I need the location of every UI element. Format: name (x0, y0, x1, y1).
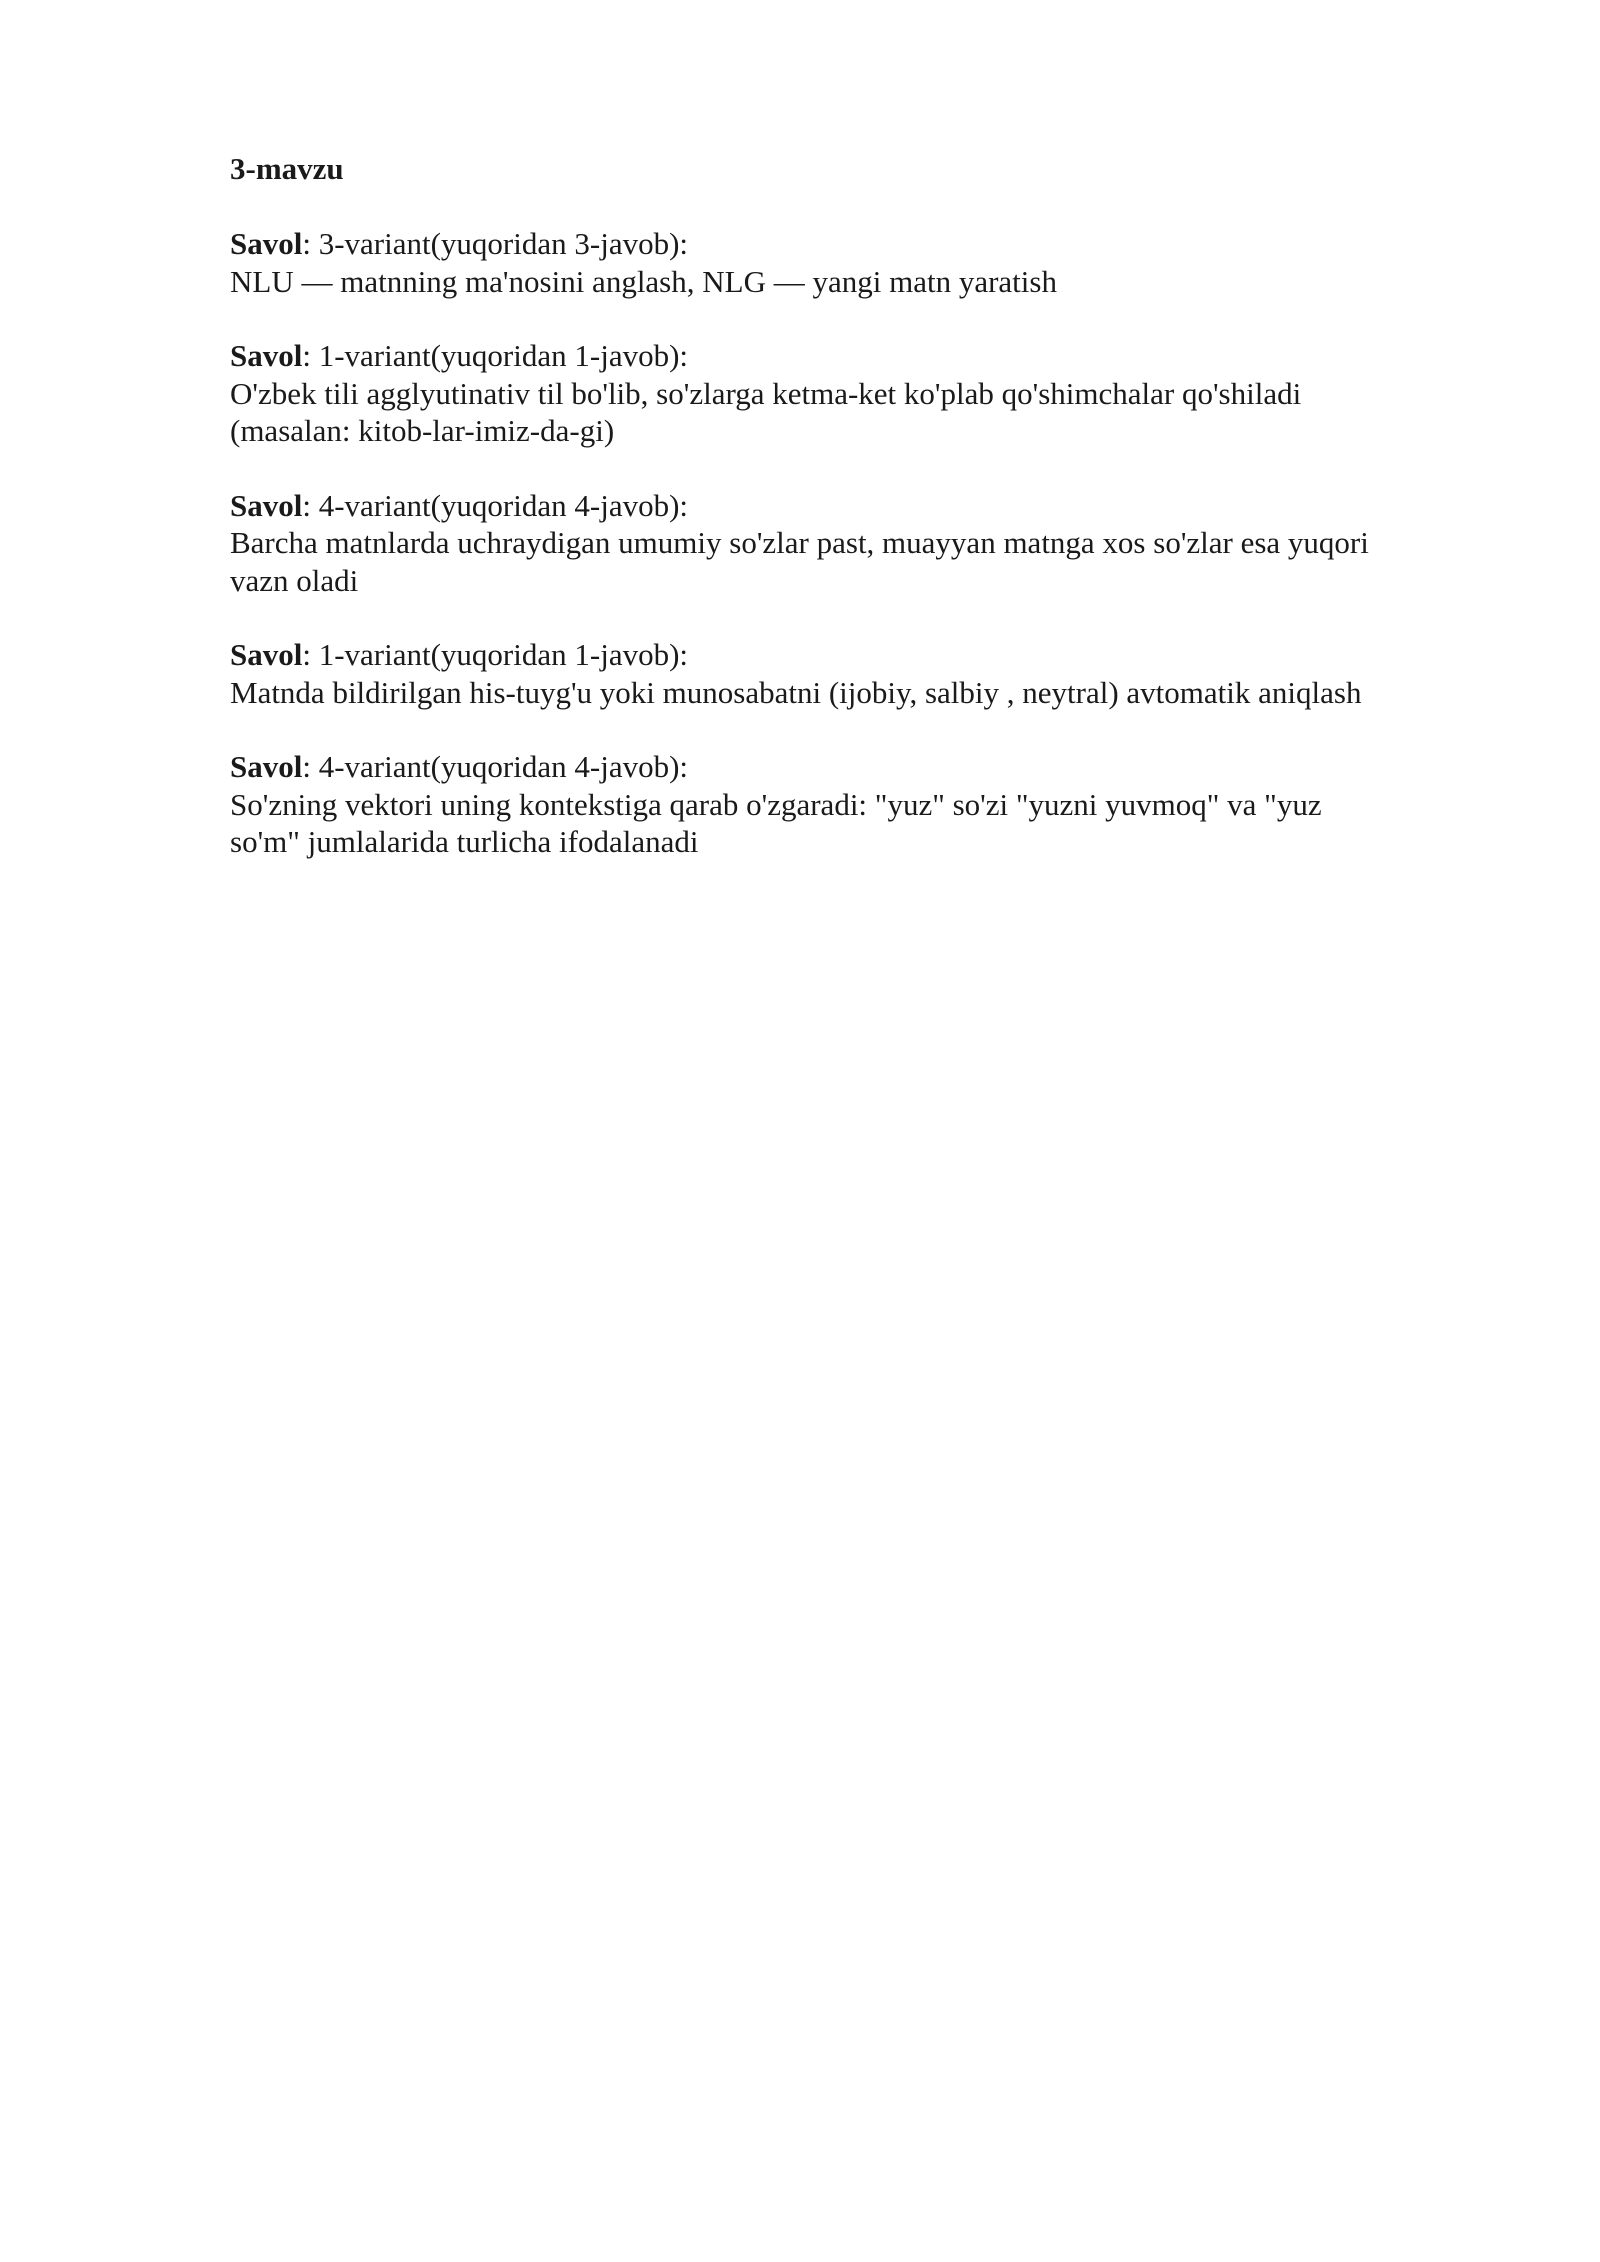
answer-text: Barcha matnlarda uchraydigan umumiy so'zlar past, muayyan matnga xos so'zlar esa yuqori vazn oladi (230, 525, 1369, 598)
question-line (230, 225, 1380, 263)
question-block (230, 337, 1380, 450)
question-label: Savol (230, 749, 303, 784)
question-block (230, 748, 1380, 861)
question-variant: : 3-variant(yuqoridan 3-javob): (302, 226, 689, 261)
answer-text: O'zbek tili agglyutinativ til bo'lib, so'zlarga ketma-ket ko'plab qo'shimchalar qo'shiladi (masalan: kitob-lar-imiz-da-gi) (230, 375, 1302, 448)
question-variant: : 1-variant(yuqoridan 1-javob): (302, 637, 689, 672)
question-line (230, 487, 1380, 525)
answer-text: So'zning vektori uning kontekstiga qarab o'zgaradi: "yuz" so'zi "yuzni yuvmoq" va "yuz so'm" jumlalarida turlicha ifodalanadi (230, 786, 1322, 859)
question-label: Savol (230, 226, 303, 261)
question-variant: : 4-variant(yuqoridan 4-javob): (302, 487, 689, 523)
question-variant: : 1-variant(yuqoridan 1-javob): (302, 338, 689, 373)
question-block (230, 225, 1380, 300)
document-title: 3-mavzu (230, 151, 344, 186)
question-line (230, 748, 1380, 786)
question-label: Savol (230, 637, 303, 672)
question-label: Savol (230, 338, 303, 373)
answer-text: NLU — matnning ma'nosini anglash, NLG — yangi matn yaratish (230, 263, 1057, 299)
question-line (230, 636, 1380, 674)
question-block (230, 487, 1380, 600)
document-content (230, 150, 1380, 898)
question-variant: : 4-variant(yuqoridan 4-javob): (302, 749, 689, 784)
question-line (230, 337, 1380, 375)
question-block (230, 636, 1380, 711)
question-label: Savol (230, 487, 303, 523)
answer-text: Matnda bildirilgan his-tuyg'u yoki munosabatni (ijobiy, salbiy , neytral) avtomatik aniqlash (230, 674, 1362, 710)
